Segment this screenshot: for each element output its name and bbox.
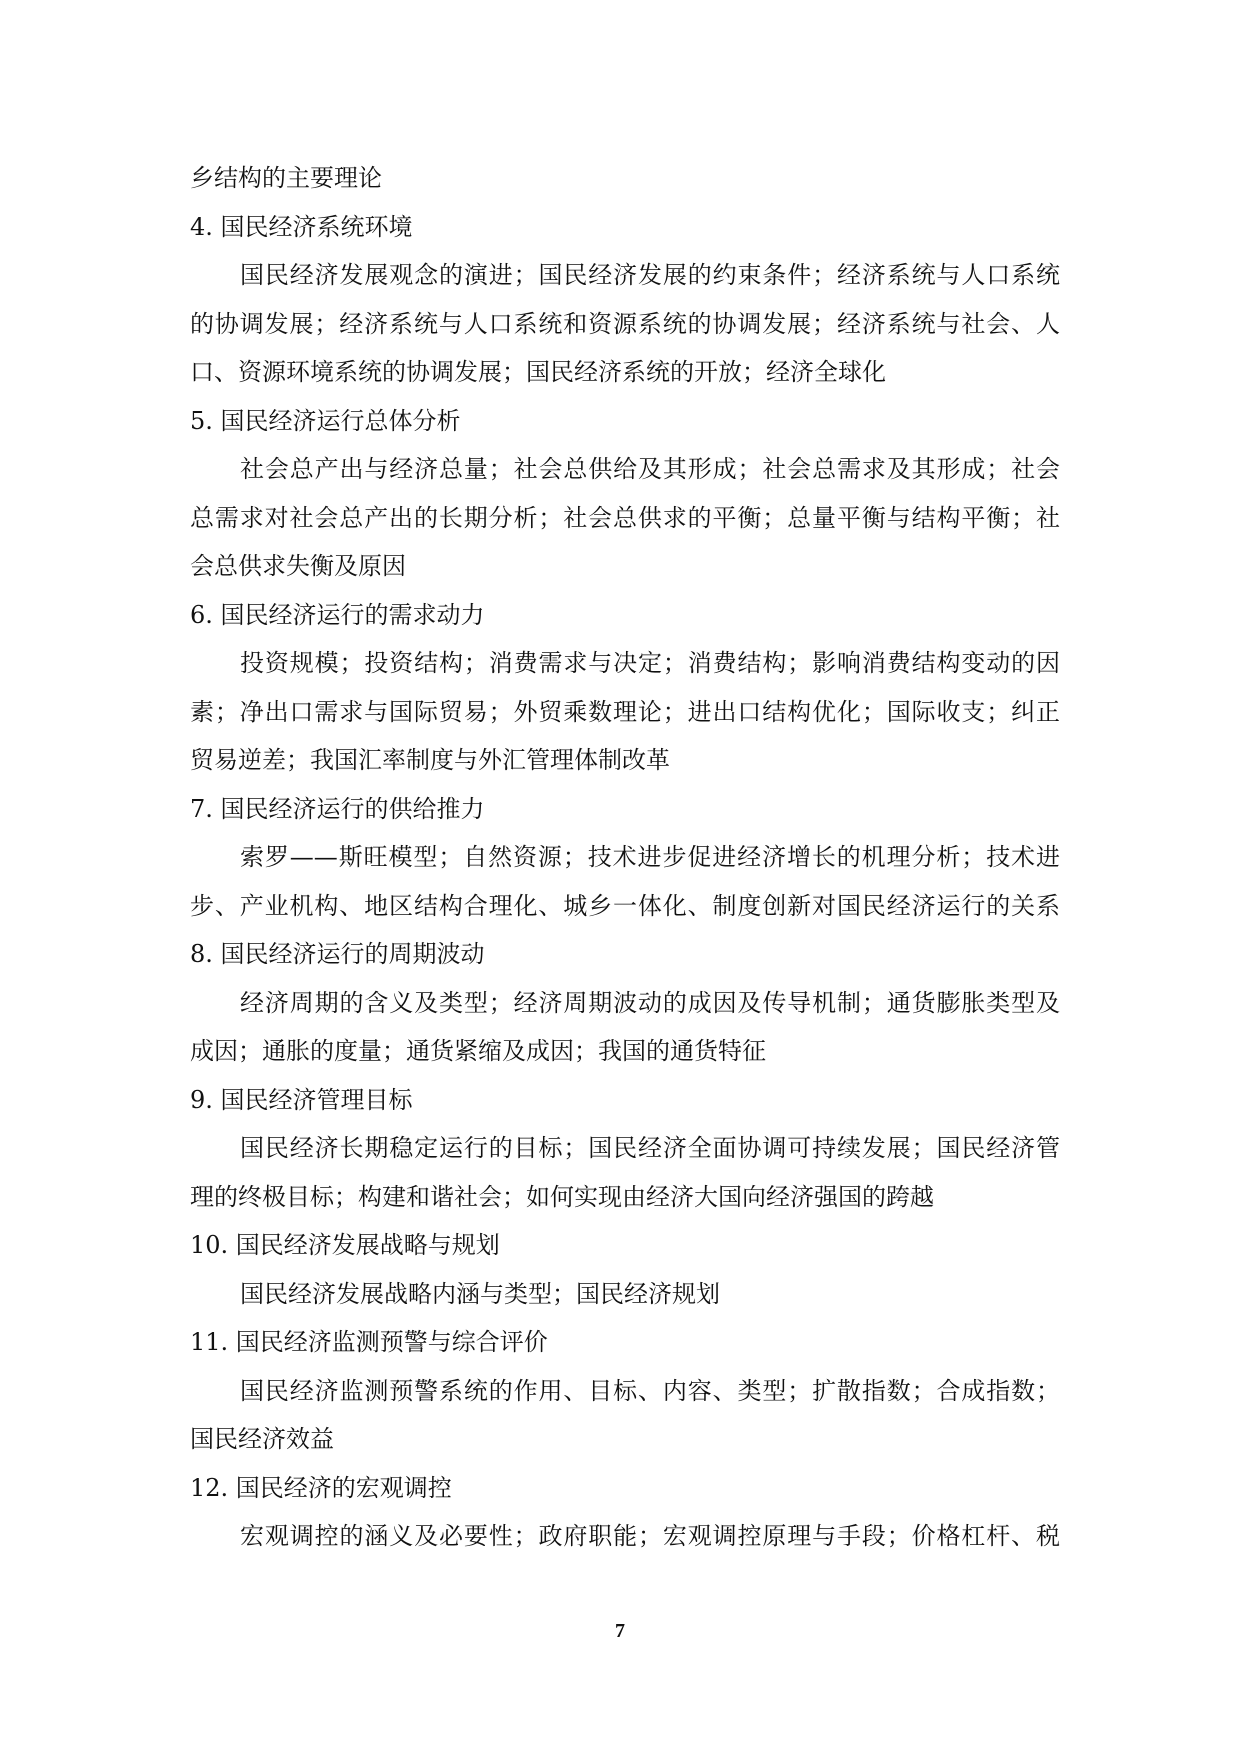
paragraph-line: 素；净出口需求与国际贸易；外贸乘数理论；进出口结构优化；国际收支；纠正	[190, 697, 1060, 726]
page-number: 7	[615, 1620, 625, 1642]
paragraph-line: 经济周期的含义及类型；经济周期波动的成因及传导机制；通货膨胀类型及	[240, 988, 1060, 1017]
paragraph-line: 的协调发展；经济系统与人口系统和资源系统的协调发展；经济系统与社会、人	[190, 309, 1060, 338]
section-heading: 11. 国民经济监测预警与综合评价	[190, 1328, 548, 1356]
paragraph-line: 索罗——斯旺模型；自然资源；技术进步促进经济增长的机理分析；技术进	[240, 843, 1060, 871]
section-heading: 7. 国民经济运行的供给推力	[190, 794, 485, 823]
paragraph-line: 成因；通胀的度量；通货紧缩及成因；我国的通货特征	[190, 1037, 766, 1065]
paragraph-line: 国民经济发展观念的演进；国民经济发展的约束条件；经济系统与人口系统	[240, 261, 1060, 289]
paragraph-line: 投资规模；投资结构；消费需求与决定；消费结构；影响消费结构变动的因	[240, 649, 1060, 677]
paragraph-line: 国民经济效益	[190, 1425, 334, 1453]
paragraph-line: 理的终极目标；构建和谐社会；如何实现由经济大国向经济强国的跨越	[190, 1182, 934, 1211]
section-heading: 4. 国民经济系统环境	[190, 212, 413, 241]
section-heading: 12. 国民经济的宏观调控	[190, 1473, 452, 1502]
paragraph-line: 国民经济监测预警系统的作用、目标、内容、类型；扩散指数；合成指数；	[240, 1376, 1060, 1405]
paragraph-line: 口、资源环境系统的协调发展；国民经济系统的开放；经济全球化	[190, 358, 886, 386]
paragraph-line: 国民经济长期稳定运行的目标；国民经济全面协调可持续发展；国民经济管	[240, 1134, 1060, 1162]
paragraph-line: 乡结构的主要理论	[190, 164, 382, 192]
section-heading: 6. 国民经济运行的需求动力	[190, 600, 485, 629]
section-heading: 10. 国民经济发展战略与规划	[190, 1231, 500, 1259]
section-heading: 8. 国民经济运行的周期波动	[190, 940, 485, 968]
section-heading: 5. 国民经济运行总体分析	[190, 406, 461, 435]
paragraph-line: 国民经济发展战略内涵与类型；国民经济规划	[240, 1279, 720, 1308]
paragraph-line: 社会总产出与经济总量；社会总供给及其形成；社会总需求及其形成；社会	[240, 455, 1060, 483]
paragraph-line: 总需求对社会总产出的长期分析；社会总供求的平衡；总量平衡与结构平衡；社	[190, 503, 1060, 532]
paragraph-line: 步、产业机构、地区结构合理化、城乡一体化、制度创新对国民经济运行的关系	[190, 891, 1060, 920]
paragraph-line: 宏观调控的涵义及必要性；政府职能；宏观调控原理与手段；价格杠杆、税	[240, 1522, 1060, 1550]
section-heading: 9. 国民经济管理目标	[190, 1085, 413, 1114]
document-body	[190, 154, 1060, 1561]
paragraph-line: 贸易逆差；我国汇率制度与外汇管理体制改革	[190, 746, 670, 774]
paragraph-line: 会总供求失衡及原因	[190, 552, 406, 580]
